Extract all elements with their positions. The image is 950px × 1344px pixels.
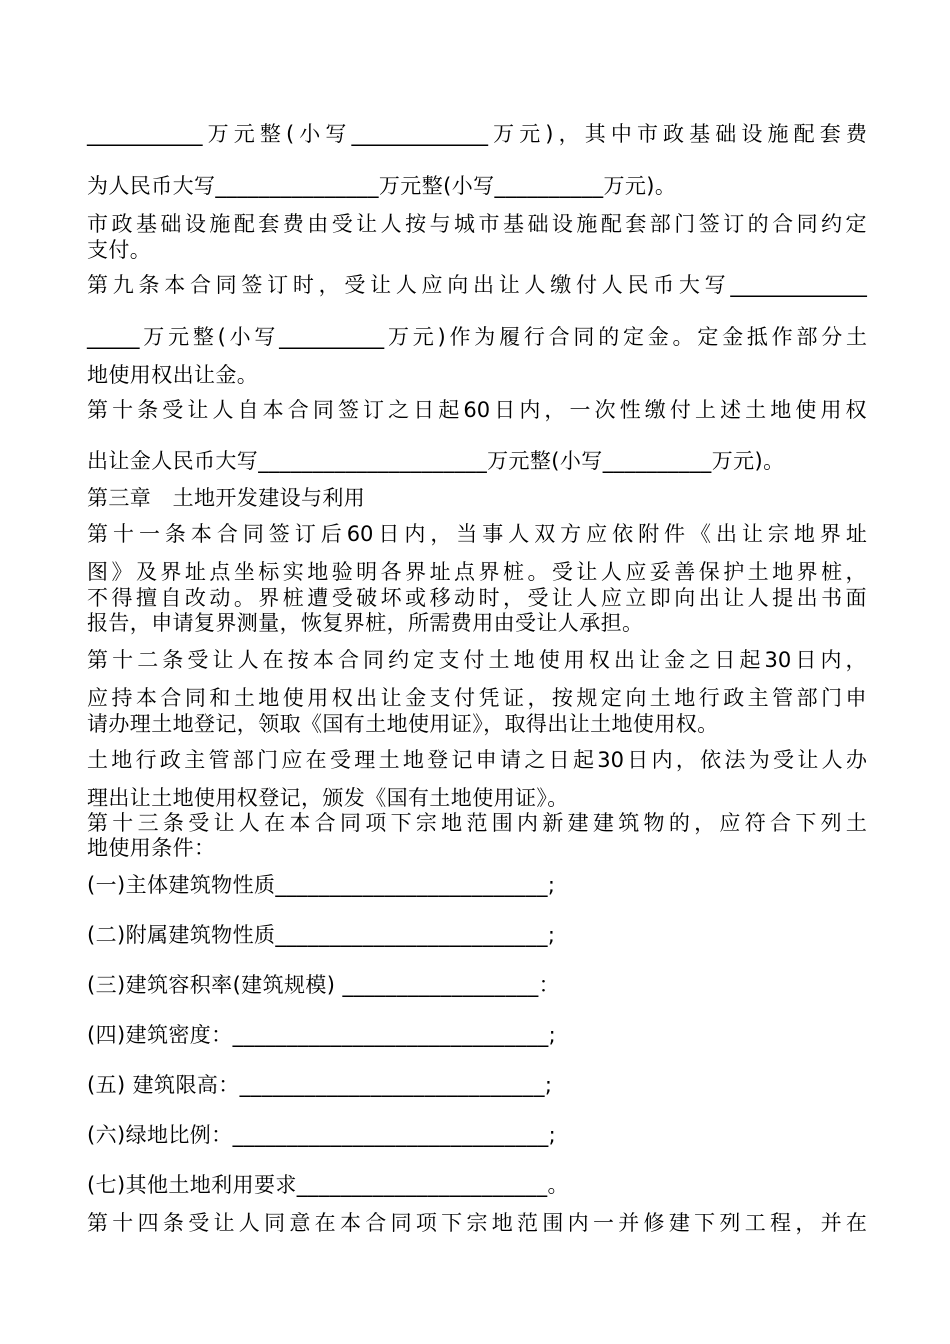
text-line: 为人民币大写_______________万元整(小写__________万元)。 [87,174,677,198]
text-line: _____ 万 元 整 ( 小 写 __________ 万 元 ) 作 为 履 行 合 同 的 定 金 。 定 金 抵 作 部 分 土 [87,325,867,349]
text-line: 第 十 条 受 让 人 自 本 合 同 签 订 之 日 起 60 日 内 ， 一 次 性 缴 付 上 述 土 地 使 用 权 [87,398,867,422]
text-line: 第 十 二 条 受 让 人 在 按 本 合 同 约 定 支 付 土 地 使 用 权 出 让 金 之 日 起 30 日 内 ， [87,648,867,672]
text-line: 地使用条件： [87,836,216,860]
text-line: 地使用权出让金。 [87,363,259,387]
text-line: 第 九 条 本 合 同 签 订 时 ， 受 让 人 应 向 出 让 人 缴 付 人 民 币 大 写 _____________ [87,273,867,297]
condition-item: (四)建筑密度：_____________________________; [87,1023,557,1047]
text-line: 市 政 基 础 设 施 配 套 费 由 受 让 人 按 与 城 市 基 础 设 施 配 套 部 门 签 订 的 合 同 约 定 [87,212,867,236]
text-line: 第 十 一 条 本 合 同 签 订 后 60 日 内 ， 当 事 人 双 方 应 依 附 件 《 出 让 宗 地 界 址 [87,522,867,546]
text-line: 土 地 行 政 主 管 部 门 应 在 受 理 土 地 登 记 申 请 之 日 起 30 日 内 ， 依 法 为 受 让 人 办 [87,748,867,772]
text-line: 图 》 及 界 址 点 坐 标 实 地 验 明 各 界 址 点 界 桩 。 受 让 人 应 妥 善 保 护 土 地 界 桩 ， [87,560,867,584]
condition-item: (七)其他土地利用要求_______________________。 [87,1173,569,1197]
text-line: 支付。 [87,238,152,262]
chapter-heading: 第三章 土地开发建设与利用 [87,486,366,510]
text-line: 理出让土地使用权登记，颁发《国有土地使用证》。 [87,786,569,810]
condition-item: (一)主体建筑物性质_________________________; [87,873,556,897]
condition-item: (六)绿地比例：_____________________________; [87,1123,557,1147]
text-line: ___________ 万 元 整 ( 小 写 _____________ 万 元 ) ， 其 中 市 政 基 础 设 施 配 套 费 [87,122,867,146]
text-line: 不 得 擅 自 改 动 。 界 桩 遭 受 破 坏 或 移 动 时 ， 受 让 人 应 立 即 向 出 让 人 提 出 书 面 [87,586,867,610]
text-line: 第 十 三 条 受 让 人 在 本 合 同 项 下 宗 地 范 围 内 新 建 建 筑 物 的 ， 应 符 合 下 列 土 [87,811,867,835]
text-line: 第 十 四 条 受 让 人 同 意 在 本 合 同 项 下 宗 地 范 围 内 一 并 修 建 下 列 工 程 ， 并 在 [87,1211,867,1235]
condition-item: (二)附属建筑物性质_________________________; [87,923,556,947]
text-line: 报告，申请复界测量，恢复界桩，所需费用由受让人承担。 [87,611,644,635]
text-line: 请办理土地登记，领取《国有土地使用证》，取得出让土地使用权。 [87,712,719,736]
condition-item: (三)建筑容积率(建筑规模) __________________： [87,973,561,997]
text-line: 出让金人民币大写_____________________万元整(小写__________万元)。 [87,449,785,473]
text-line: 应 持 本 合 同 和 土 地 使 用 权 出 让 金 支 付 凭 证 ， 按 规 定 向 土 地 行 政 主 管 部 门 申 [87,686,867,710]
condition-item: (五) 建筑限高：____________________________; [87,1073,553,1097]
